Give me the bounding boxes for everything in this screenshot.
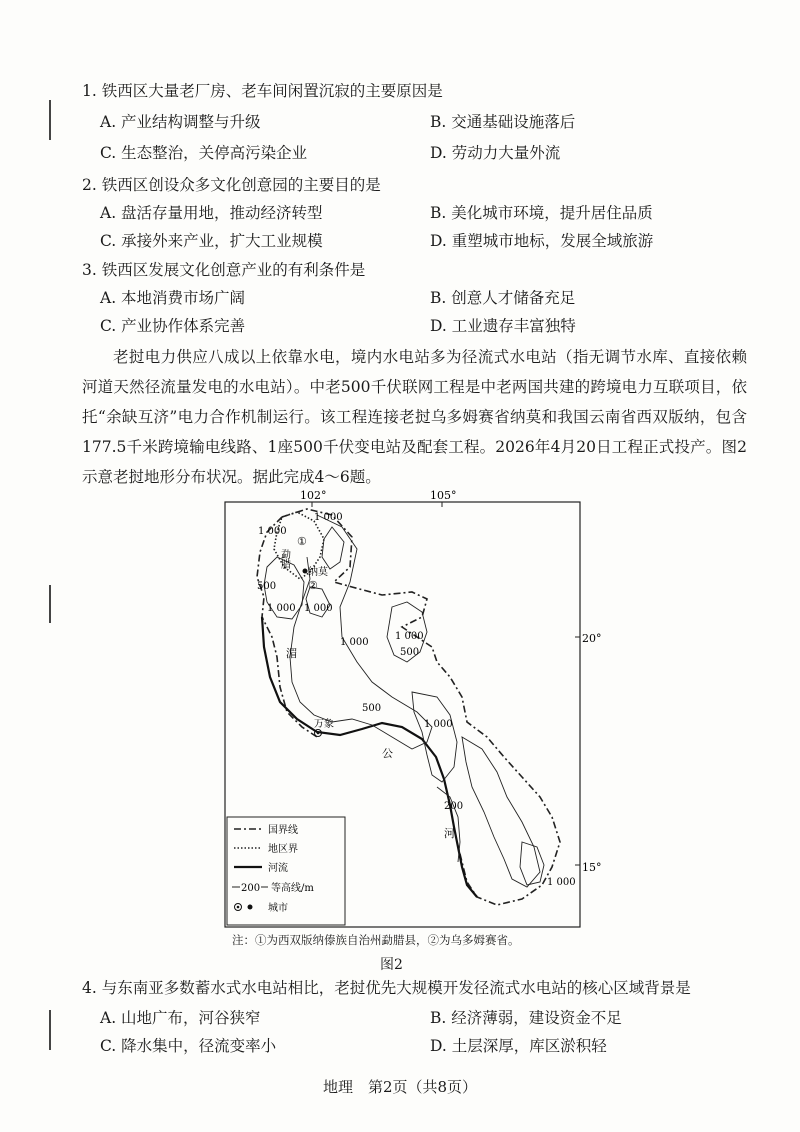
contour-label: 1 000: [304, 603, 333, 614]
contour-line: [520, 842, 544, 885]
question-3-option-a[interactable]: A. 本地消费市场广阔: [100, 289, 246, 307]
map-note: 注：①为西双版纳傣族自治州勐腊县，②为乌多姆赛省。: [232, 933, 520, 947]
place-label-vientiane: 万象: [314, 719, 334, 730]
place-label-namo: 纳莫: [308, 567, 328, 578]
river-char: 公: [382, 747, 393, 760]
page-footer: 地理 第2页（共8页）: [322, 1078, 478, 1096]
contour-label: 1 000: [258, 526, 287, 537]
binding-line: [49, 1010, 51, 1050]
binding-line: [49, 585, 51, 623]
binding-line: [49, 100, 51, 140]
place-label-mengla: 勐腊: [278, 549, 290, 569]
contour-line: [462, 737, 540, 887]
circled-label-1: ①: [297, 535, 307, 548]
lat-label: 20°: [582, 632, 602, 645]
question-1-option-b[interactable]: B. 交通基础设施落后: [430, 113, 576, 131]
contour-label: 1 000: [340, 637, 369, 648]
question-2-option-b[interactable]: B. 美化城市环境，提升居住品质: [430, 204, 653, 222]
legend-label: 城市: [268, 903, 288, 914]
question-4-option-a[interactable]: A. 山地广布，河谷狭窄: [100, 1009, 261, 1027]
legend-label: 地区界: [268, 844, 298, 855]
question-3-option-d[interactable]: D. 工业遗存丰富独特: [430, 317, 576, 335]
map-legend: [227, 817, 345, 925]
passage: [82, 342, 747, 492]
question-3-option-c[interactable]: C. 产业协作体系完善: [100, 317, 246, 335]
laos-terrain-map: [222, 487, 602, 932]
contour-label: 500: [362, 703, 382, 714]
figure-caption: 图2: [380, 957, 403, 973]
legend-label: 国界线: [268, 825, 298, 836]
river-char: 河: [444, 827, 455, 840]
lon-label: 105°: [430, 489, 457, 502]
contour-label: 1 000: [314, 512, 343, 523]
legend-symbol-city: [248, 905, 253, 910]
map-svg: [222, 487, 602, 932]
question-1-option-a[interactable]: A. 产业结构调整与升级: [100, 113, 261, 131]
contour-label: 500: [257, 581, 277, 592]
contour-label: 200: [444, 801, 464, 812]
lon-label: 102°: [300, 489, 327, 502]
city-dot-namo: [303, 569, 308, 574]
contour-label: 500: [400, 647, 420, 658]
question-1-option-c[interactable]: C. 生态整治，关停高污染企业: [100, 144, 308, 162]
question-4-option-d[interactable]: D. 土层深厚，库区淤积轻: [430, 1037, 607, 1055]
legend-label: 等高线/m: [271, 883, 314, 894]
question-4-option-c[interactable]: C. 降水集中，径流变率小: [100, 1037, 277, 1055]
legend-symbol-capital-dot: [237, 906, 240, 909]
question-4-option-b[interactable]: B. 经济薄弱，建设资金不足: [430, 1009, 622, 1027]
lat-label: 15°: [582, 861, 602, 874]
question-2-stem: 2. 铁西区创设众多文化创意园的主要目的是: [82, 176, 381, 194]
contour-label: 1 000: [424, 719, 453, 730]
contour-label: 1 000: [395, 631, 424, 642]
passage-text: 老挝电力供应八成以上依靠水电，境内水电站多为径流式水电站（指无调节水库、直接依赖河道天然径流量发电的水电站）。中老500千伏联网工程是中老两国共建的跨境电力互联项目，依托“余缺互济”电力合作机制运行。该工程连接老挝乌多姆赛省纳莫和我国云南省西双版纳，包含177.5千米跨境输电线路、1座500千伏变电站及配套工程。2026年4月20日工程正式投产。图2示意老挝地形分布状况。据此完成4～6题。: [82, 348, 747, 486]
question-3-stem: 3. 铁西区发展文化创意产业的有利条件是: [82, 261, 366, 279]
question-1-stem: 1. 铁西区大量老厂房、老车间闲置沉寂的主要原因是: [82, 82, 443, 100]
question-3-option-b[interactable]: B. 创意人才储备充足: [430, 289, 576, 307]
question-2-option-d[interactable]: D. 重塑城市地标，发展全域旅游: [430, 232, 654, 250]
question-2-option-a[interactable]: A. 盘活存量用地，推动经济转型: [100, 204, 323, 222]
question-4-stem: 4. 与东南亚多数蓄水式水电站相比，老挝优先大规模开发径流式水电站的核心区域背景是: [82, 979, 691, 997]
contour-label: 1 000: [267, 603, 296, 614]
question-1-option-d[interactable]: D. 劳动力大量外流: [430, 144, 561, 162]
legend-label: 河流: [268, 863, 288, 874]
river-char: 湄: [286, 647, 297, 660]
contour-label: 1 000: [547, 877, 576, 888]
capital-dot-vientiane: [317, 732, 320, 735]
circled-label-2: ②: [308, 579, 318, 592]
question-2-option-c[interactable]: C. 承接外来产业，扩大工业规模: [100, 232, 323, 250]
contour-line: [322, 527, 344, 569]
legend-contour-value: 200: [241, 883, 261, 894]
